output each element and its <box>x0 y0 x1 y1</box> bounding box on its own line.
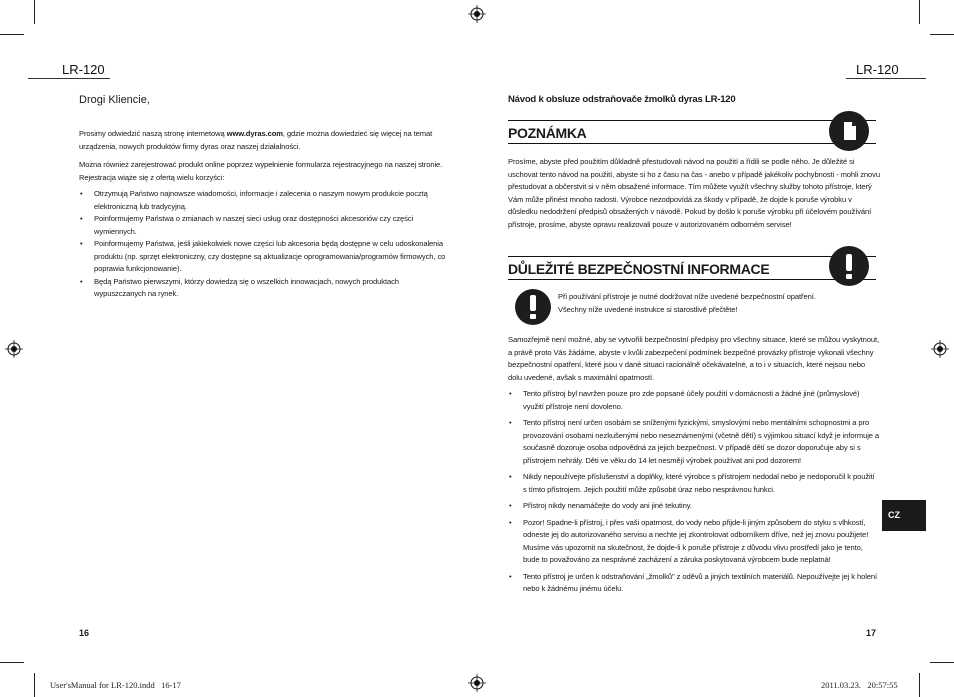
page-number-left: 16 <box>79 628 90 638</box>
registration-paragraph: Można również zarejestrować produkt online poprzez wypełnienie formularza rejestracyjnego na naszej stronie. Rejestracja wiąże się z ofertą wielu korzyści: <box>79 160 443 182</box>
crop-mark <box>919 673 920 697</box>
intro-paragraph <box>79 128 449 153</box>
registration-mark-icon <box>5 340 23 358</box>
document-title: Návod k obsluze odstraňovače žmolků dyras LR-120 <box>508 94 736 105</box>
warning-line: Při používání přístroje je nutné dodržovat níže uvedené bezpečnostní opatření. <box>558 292 816 301</box>
registration-mark-icon <box>468 674 486 692</box>
list-item: • Poinformujemy Państwa o zmianach w naszej sieci usług oraz dostępności akcesoriów czy części wymiennych. <box>79 213 449 238</box>
registration-mark-icon <box>468 5 486 23</box>
note-paragraph: Prosíme, abyste před použitím důkladně přestudovali návod na použití a řídili se podle něho. Je důležité si uschovat tento návod na použití, abyste si ho z času na čas - anebo v případě jakékoliv pochybnosti - mohli znovu přestudovat a občerstvit si v něm obsažené informace. Tím můžete využít všechny služby tohoto přístroje, který Vám může přinést mnoho radosti. Výrobce nezodpovídá za škody v případě, že dojde k poruše výrobku v důsledku nedodržení předpisů obsažených v návodě. Pokud by došlo k poruše výrobku při účelovém používání přístroje, prosíme, abyste opravu realizovali pouze v autorizovaném odborném servise! <box>508 157 880 229</box>
note-heading: POZNÁMKA <box>508 125 587 141</box>
benefits-list <box>79 188 449 301</box>
list-item: • Nikdy nepoužívejte příslušenství a doplňky, které výrobce s přístrojem nedodal nebo je nedoporučil k použití s tímto přístrojem. Jejich použití může způsobit úraz nebo nesprávnou funkci. <box>508 471 880 496</box>
page-number-right: 17 <box>866 628 877 638</box>
list-item: • Tento přístroj není určen osobám se sníženými fyzickými, smyslovými nebo mentálními schopnostmi a pro provozování osobami nezkušenými nebo neseznámenými (včetně dětí) s výjimkou situací když je informuje a současně dozoruje osoba odpovědná za jejich bezpečnost. V případě dětí se dozor doporučuje aby si s přístrojem nehrály. Děti ve věku do 14 let nesmějí výrobek používat ani pod dozorem! <box>508 417 880 467</box>
warning-box <box>558 291 880 316</box>
intro-text-end: , gdzie można dowiedzieć się więcej na temat urządzenia, nowych produktów firmy dyras oraz naszej działalności. <box>79 129 433 151</box>
list-item: • Tento přístroj je určen k odstraňování „žmolků" z oděvů a jiných textilních materiálů. Nepoužívejte jej k holení nebo k žádnému jinému účelu. <box>508 571 880 596</box>
note-page-icon <box>829 111 869 151</box>
intro-text: Prosimy odwiedzić naszą stronę internetową <box>79 129 227 138</box>
crop-mark <box>0 34 24 35</box>
list-item: • Będą Państwo pierwszymi, którzy dowiedzą się o wszelkich innowacjach, nowych produktach wypuszczanych na rynek. <box>79 276 449 301</box>
greeting: Drogi Kliencie, <box>79 94 150 106</box>
warning-line: Všechny níže uvedené instrukce si starostlivě přečtěte! <box>558 304 738 314</box>
safety-heading: DŮLEŽITÉ BEZPEČNOSTNÍ INFORMACE <box>508 261 770 277</box>
model-label-left: LR-120 <box>62 62 105 77</box>
header-rule-left <box>28 78 110 79</box>
list-item: • Přístroj nikdy nenamáčejte do vody ani jiné tekutiny. <box>508 500 880 513</box>
safety-rule <box>508 279 876 280</box>
safety-intro: Samozřejmě není možné, aby se vytvořili bezpečnostní předpisy pro všechny situace, které se můžou vyskytnout, a právě proto Vás žádáme, abyste v kvůli zabezpečení podmínek bezpečné provázky přístroje vykonali všechny bezpečnostní opatření, které jsou v dané situaci racionálně očekávatelné, a to i v situacích, které nejsou nebo dolu uvedené, avšak s maximální opatrností. <box>508 335 880 382</box>
exclamation-icon <box>829 246 869 286</box>
crop-mark <box>0 662 24 663</box>
language-tab-label: CZ <box>888 510 900 520</box>
list-item: • Pozor! Spadne-li přístroj, i přes vaši opatrnost, do vody nebo přijde-li jiným způsobem do styku s vlhkostí, odneste jej do autorizovaného servisu a nechte jej zkontrolovat odborníkem dříve, než jej znovu použijete! Musíme vás upozornit na skutečnost, že dojde-li k poruše přístroje z důvodu vlivu prostředí jako je tento, bude to považováno za nesprávné zacházení a záruka poskytovaná výrobcem bude neplatná! <box>508 517 880 567</box>
safety-list <box>508 388 880 596</box>
language-tab <box>882 500 926 531</box>
header-rule-right <box>846 78 926 79</box>
registration-mark-icon <box>931 340 949 358</box>
list-item: • Poinformujemy Państwa, jeśli jakiekolwiek nowe części lub akcesoria będą dostępne w celu udoskonalenia produktu (np. sprzęt elektroniczny, czy dostępne są aktualizacje oprogramowania/programów firmowych, co poprawia funkcjonowanie). <box>79 238 449 276</box>
crop-mark <box>930 662 954 663</box>
crop-mark <box>34 0 35 24</box>
footer-file-name: User'sManual for LR-120.indd 16-17 <box>50 680 181 690</box>
note-rule <box>508 120 876 121</box>
website-link[interactable]: www.dyras.com <box>226 129 283 138</box>
footer-timestamp: 2011.03.23. 20:57:55 <box>821 680 898 690</box>
exclamation-icon <box>515 289 551 325</box>
crop-mark <box>930 34 954 35</box>
note-rule <box>508 143 876 144</box>
list-item: • Otrzymują Państwo najnowsze wiadomości, informacje i zalecenia o naszym nowym produkcie pocztą elektroniczną lub tradycyjną. <box>79 188 449 213</box>
list-item: • Tento přístroj byl navržen pouze pro zde popsané účely použití v domácnosti a žádné jiné (průmyslové) využití přístroje není dovoleno. <box>508 388 880 413</box>
model-label-right: LR-120 <box>856 62 899 77</box>
crop-mark <box>34 673 35 697</box>
safety-rule <box>508 256 876 257</box>
crop-mark <box>919 0 920 24</box>
